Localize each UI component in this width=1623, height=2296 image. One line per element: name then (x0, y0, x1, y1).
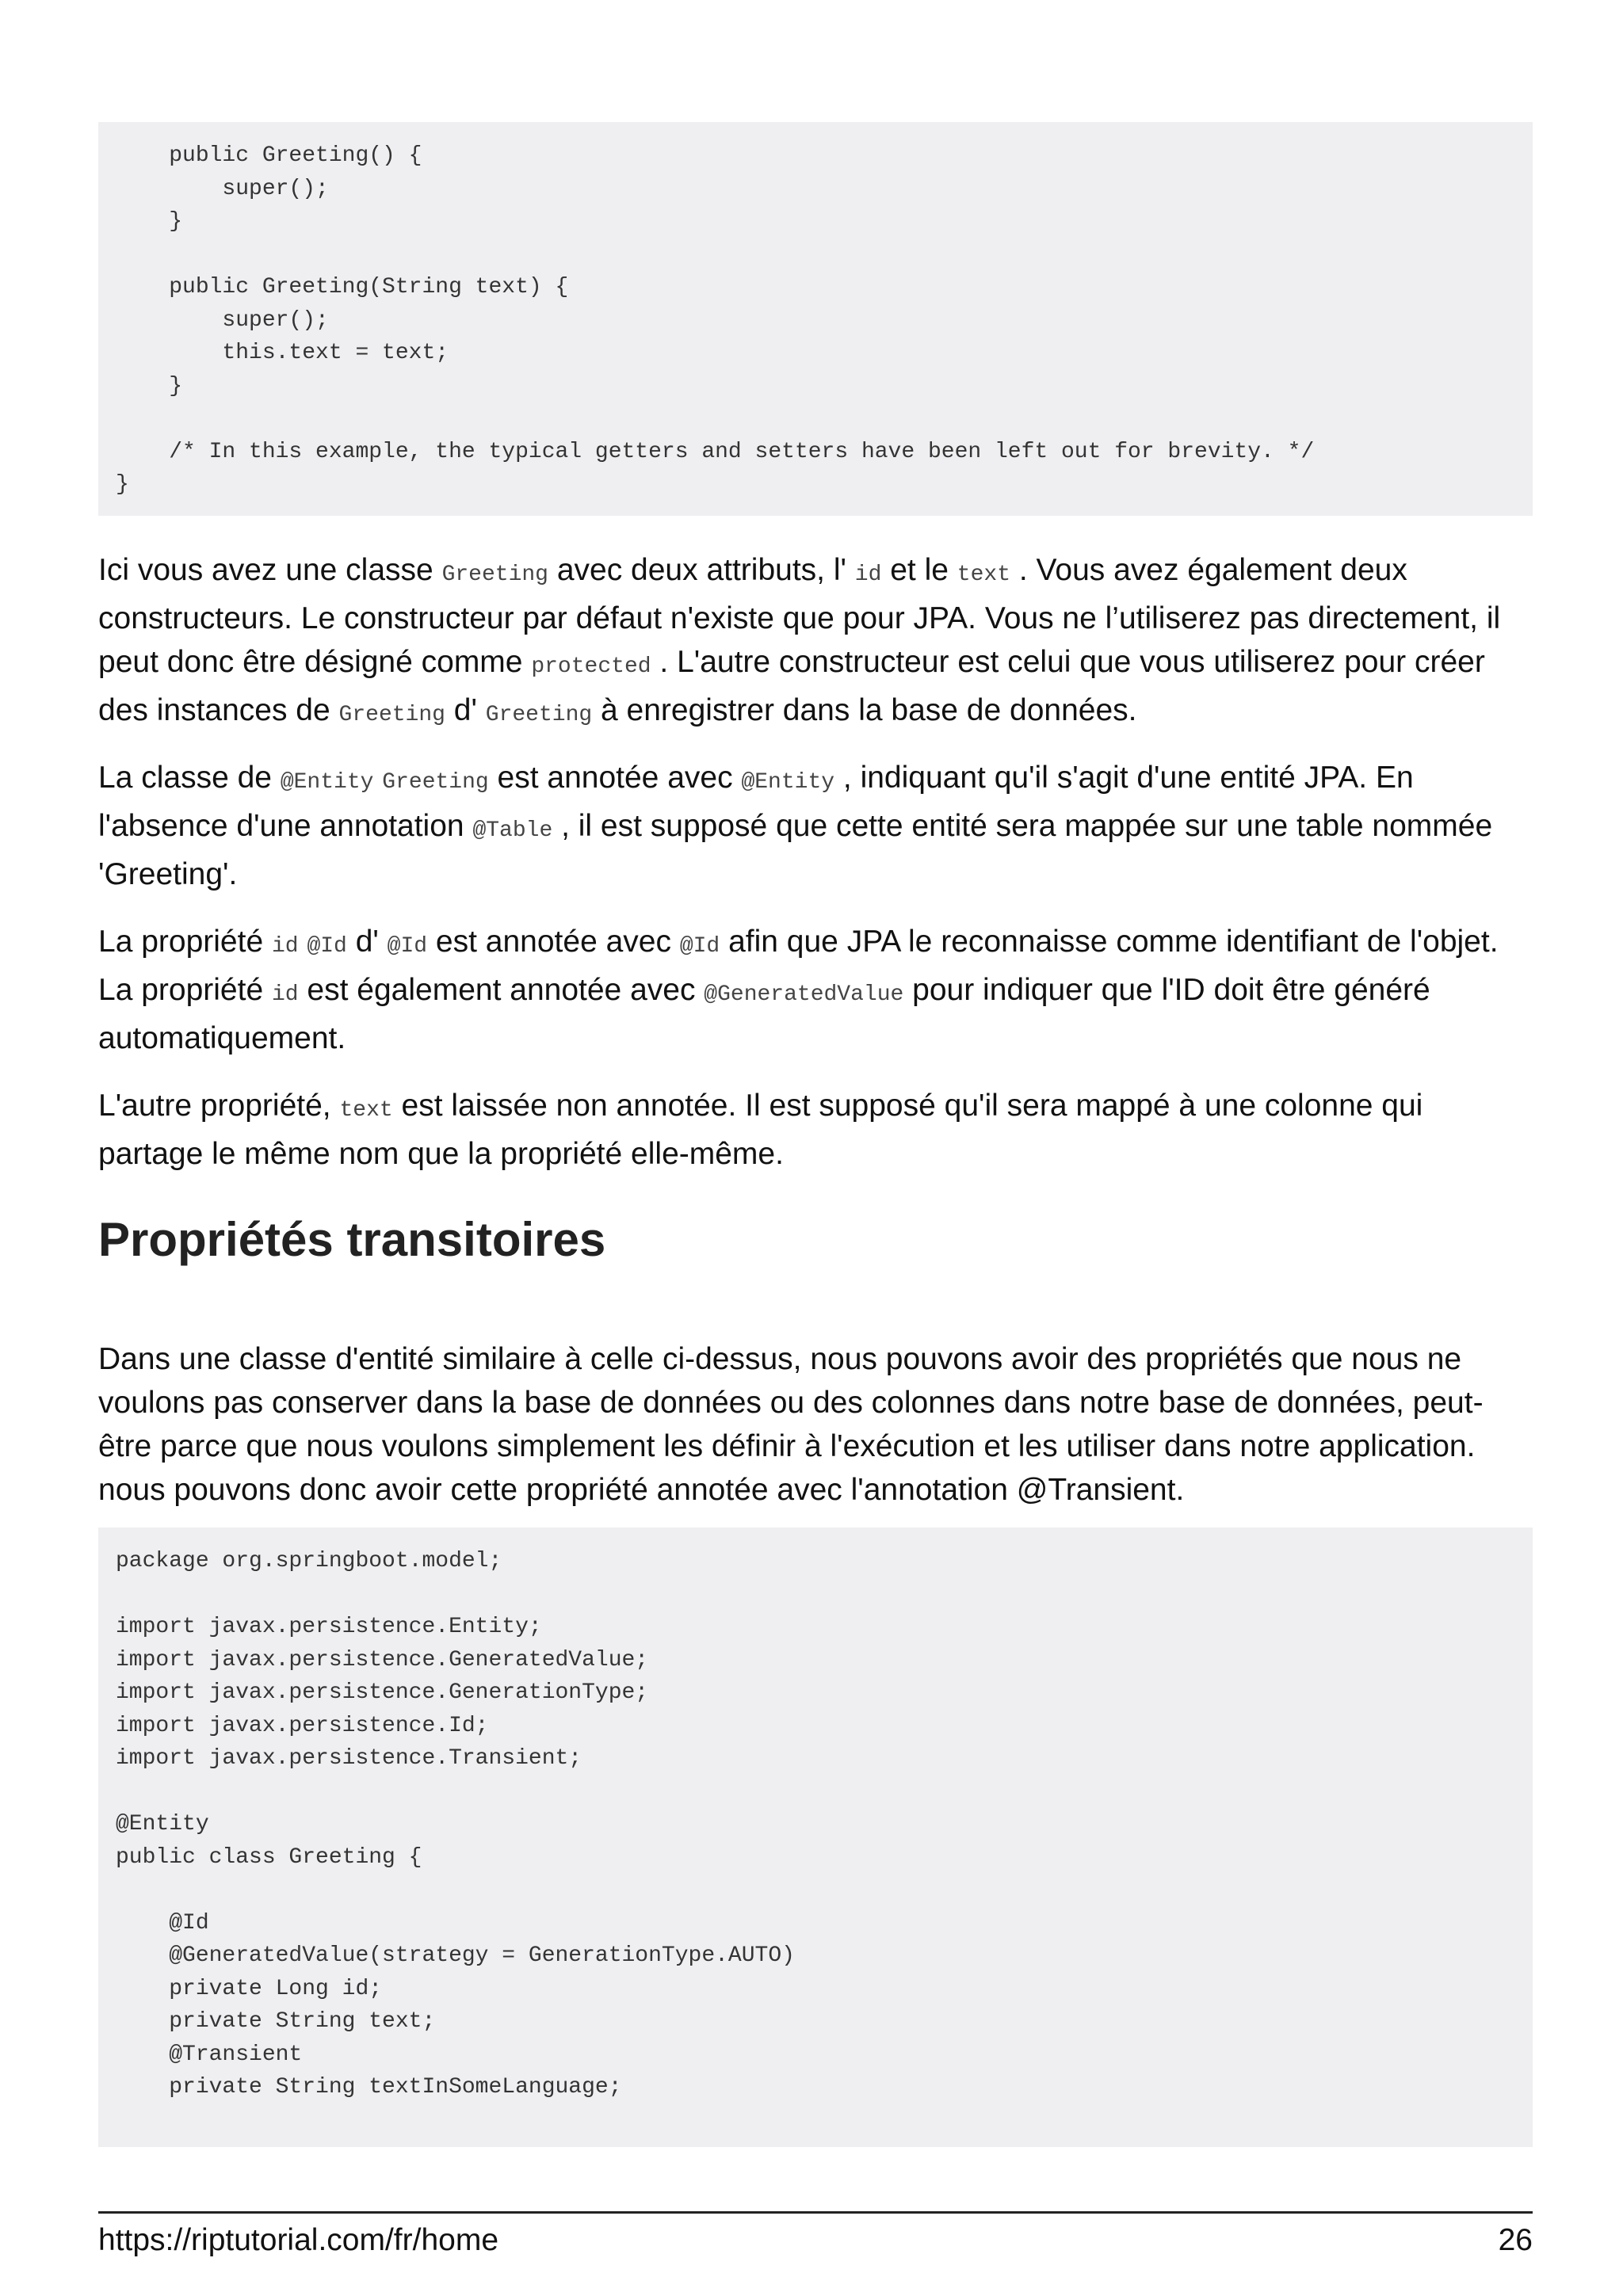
text-run: est laissée non annotée. Il est supposé qu'il sera mappé à une colonne qui partage le même nom que la propriété elle-même. (98, 1089, 1423, 1171)
text-run: est annotée avec (488, 761, 742, 795)
code-block-transient-entity: package org.springboot.model; import javax.persistence.Entity; import javax.persistence.GeneratedValue; import javax.persistence.GenerationType; import javax.persistence.Id; import javax.persistence.Transient; @Entity public class Greeting { @Id @GeneratedValue(strategy = GenerationType.AUTO) private Long id; private String text; @Transient private String textInSomeLanguage; (98, 1527, 1533, 2147)
inline-code: @Id (387, 934, 428, 959)
inline-code: id (271, 934, 299, 959)
text-run: d' (346, 925, 388, 959)
inline-code: Greeting (338, 703, 445, 727)
paragraph-entity-annotation (98, 756, 1533, 896)
inline-code: @Id (307, 934, 347, 959)
inline-code: @Entity (280, 770, 374, 795)
text-run: et le (881, 553, 957, 587)
code-block-constructors: public Greeting() { super(); } public Greeting(String text) { super(); this.text = text; } /* In this example, the typical getters and setters have been left out for brevity. */ } (98, 122, 1533, 516)
text-run: afin que JPA le reconnaisse comme identifiant de l'objet. La propriété (98, 925, 1499, 1007)
text-run: La classe de (98, 761, 281, 795)
inline-code: @Table (472, 818, 553, 843)
inline-code: Greeting (485, 703, 593, 727)
inline-code: protected (531, 654, 651, 679)
page-number: 26 (1498, 2223, 1533, 2257)
inline-code: text (957, 563, 1011, 587)
inline-code: @Id (679, 934, 720, 959)
text-run: Ici vous avez une classe (98, 553, 442, 587)
inline-code: Greeting (441, 563, 548, 587)
text-run: avec deux attributs, l' (548, 553, 855, 587)
text-run: est annotée avec (427, 925, 680, 959)
inline-code: @GeneratedValue (704, 982, 904, 1007)
text-run: , il est supposé que cette entité sera mappée sur une table nommée 'Greeting'. (98, 809, 1493, 891)
text-run: pour indiquer que l'ID doit être généré automatiquement. (98, 973, 1430, 1055)
inline-code: id (854, 563, 882, 587)
text-run: à enregistrer dans la base de données. (592, 693, 1137, 727)
section-heading: Propriétés transitoires (98, 1213, 606, 1266)
inline-code: @Entity (741, 770, 835, 795)
paragraph-text-property (98, 1084, 1533, 1176)
inline-code: id (271, 982, 299, 1007)
text-run: est également annotée avec (298, 973, 705, 1007)
footer-url: https://riptutorial.com/fr/home (98, 2223, 499, 2257)
text-run: , indiquant qu'il s'agit d'une entité JPA. En l'absence d'une annotation (98, 761, 1414, 843)
text-run: . Vous avez également deux constructeurs. Le constructeur par défaut n'existe que pour JPA. Vous ne l’utiliserez pas directement, il peut donc être désigné comme (98, 553, 1501, 679)
inline-code: text (339, 1098, 393, 1123)
text-run: . L'autre constructeur est celui que vous utiliserez pour créer des instances de (98, 645, 1485, 727)
footer-divider (98, 2211, 1533, 2214)
paragraph-transient: Dans une classe d'entité similaire à celle ci-dessus, nous pouvons avoir des propriétés que nous ne voulons pas conserver dans la base de données ou des colonnes dans notre base de données, peut-être parce que nous voulons simplement les définir à l'exécution et les utiliser dans notre application. nous pouvons donc avoir cette propriété annotée avec l'annotation @Transient. (98, 1342, 1484, 1507)
text-run: d' (445, 693, 486, 727)
paragraph-id-property (98, 920, 1533, 1060)
text-run: L'autre propriété, (98, 1089, 340, 1123)
paragraph-greeting-class (98, 548, 1533, 737)
text-run: La propriété (98, 925, 272, 959)
inline-code: Greeting (382, 770, 489, 795)
